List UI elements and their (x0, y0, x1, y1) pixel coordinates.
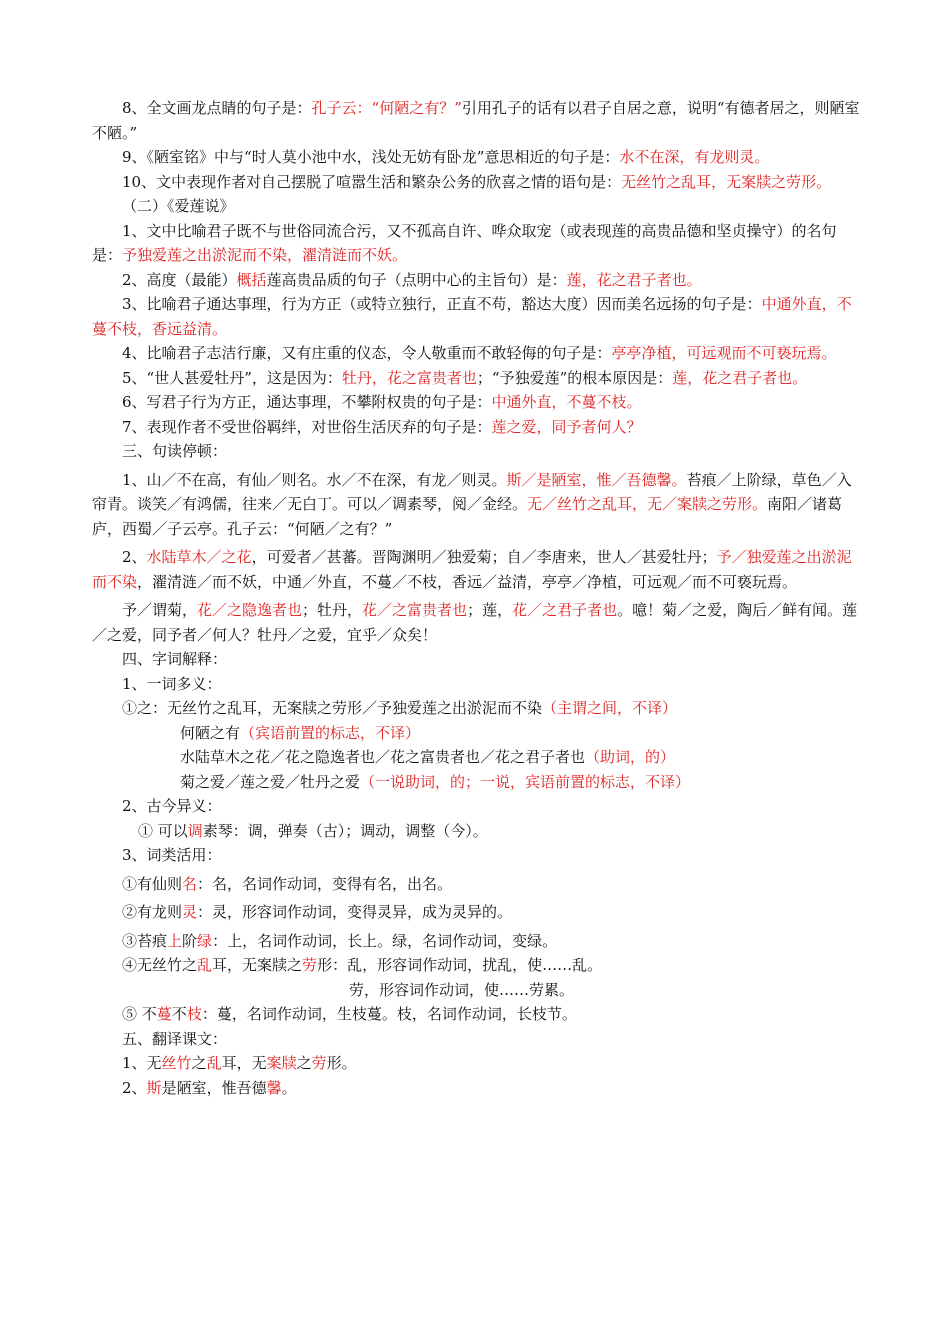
paragraph (92, 545, 862, 594)
paragraph (92, 872, 862, 897)
highlight-text: 绿 (197, 931, 213, 950)
highlight-text: 乱 (197, 956, 213, 974)
paragraph (92, 647, 862, 672)
highlight-text: 牡丹，花之富贵者也 (341, 368, 477, 387)
body-text: 9、《陋室铭》中与“时人莫小池中水，浅处无妨有卧龙”意思相近的句子是： (122, 148, 620, 166)
highlight-text: 调 (187, 821, 203, 840)
highlight-text: 中通外直，不蔓不枝。 (491, 393, 642, 411)
body-text: 阶 (182, 931, 198, 950)
body-text: 2、 (122, 1078, 147, 1097)
paragraph (92, 978, 862, 1003)
body-text: 形：乱，形容词作动词，扰乱，使……乱。 (317, 956, 603, 974)
highlight-text: 馨 (266, 1078, 282, 1097)
body-text: 1、山／不在高，有仙／则名。水／不在深，有龙／则灵。 (122, 470, 507, 489)
highlight-text: 予独爱莲之出淤泥而不染，濯清涟而不妖。 (122, 246, 408, 264)
body-text: ②有龙则 (122, 903, 183, 921)
body-text: ⑤ 不 (122, 1005, 157, 1023)
body-text: ；莲， (467, 601, 513, 619)
paragraph (92, 268, 862, 293)
body-text: 菊之爱／莲之爱／牡丹之爱 (180, 772, 361, 791)
highlight-text: 斯／是陋室，惟／吾德馨。 (506, 470, 687, 489)
body-text: 形。 (326, 1054, 357, 1072)
paragraph (92, 819, 862, 844)
body-text: 何陋之有 (180, 723, 241, 742)
body-text: 是陋室，惟吾德 (161, 1078, 267, 1097)
document-body (92, 96, 862, 1100)
highlight-text: 莲，花之君子者也。 (566, 270, 702, 289)
highlight-text: 莲之爱，同予者何人？ (491, 417, 642, 436)
paragraph (92, 439, 862, 464)
body-text: 三、句读停顿： (122, 442, 228, 460)
body-text: ：名，名词作动词，变得有名，出名。 (197, 874, 453, 893)
highlight-text: 斯 (146, 1078, 162, 1097)
highlight-text: 水不在深，有龙则灵。 (619, 148, 770, 166)
body-text: 予／谓菊， (122, 601, 198, 619)
body-text: ①有仙则 (122, 874, 183, 893)
highlight-text: 蔓 (156, 1005, 172, 1023)
paragraph (92, 366, 862, 391)
highlight-text: 乱 (206, 1054, 222, 1072)
body-text: 6、写君子行为方正，通达事理，不攀附权贵的句子是： (122, 393, 492, 411)
highlight-text: 劳 (311, 1054, 327, 1072)
body-text: 四、字词解释： (122, 650, 228, 668)
body-text: 。 (281, 1078, 297, 1097)
body-text: ① 可以 (138, 821, 188, 840)
paragraph (92, 145, 862, 170)
body-text: ：灵，形容词作动词，变得灵异，成为灵异的。 (197, 903, 513, 921)
highlight-text: 花／之富贵者也 (362, 601, 468, 619)
highlight-text: 丝竹 (161, 1054, 192, 1072)
body-text: 10、文中表现作者对自己摆脱了喧嚣生活和繁杂公务的欣喜之情的语句是： (122, 172, 622, 191)
paragraph (92, 794, 862, 819)
body-text: 2、古今异义： (122, 797, 222, 815)
body-text: ，可爱者／甚蕃。晋陶渊明／独爱菊；自／李唐来，世人／甚爱牡丹； (251, 548, 717, 566)
highlight-text: （助词，的） (585, 748, 676, 766)
body-text: ③苔痕 (122, 931, 168, 950)
highlight-text: 亭亭净植，可远观而不可亵玩焉。 (611, 344, 837, 362)
highlight-text: 孔子云：“何陋之有？” (311, 99, 462, 117)
highlight-text: 案牍 (266, 1054, 297, 1072)
paragraph (92, 96, 862, 145)
body-text: 1、无 (122, 1054, 162, 1072)
highlight-text: 花／之隐逸者也 (197, 601, 303, 619)
body-text: 莲高贵品质的句子（点明中心的主旨句）是： (266, 270, 567, 289)
paragraph (92, 194, 862, 219)
paragraph (92, 1076, 862, 1101)
body-text: 引用孔子的话有以君子自居之意，说明“有德者居之，则陋室不陋。” (92, 99, 860, 142)
body-text: 之 (191, 1054, 207, 1072)
body-text: ①之：无丝竹之乱耳，无案牍之劳形／予独爱莲之出淤泥而不染 (122, 699, 543, 717)
body-text: 劳，形容词作动词，使……劳累。 (349, 980, 575, 999)
paragraph (92, 843, 862, 868)
paragraph (92, 696, 862, 721)
highlight-text: 灵 (182, 903, 198, 921)
paragraph (92, 900, 862, 925)
body-text: 5、“世人甚爱牡丹”，这是因为： (122, 368, 342, 387)
body-text: 水陆草木之花／花之隐逸者也／花之富贵者也／花之君子者也 (180, 748, 586, 766)
body-text: 1、一词多义： (122, 674, 222, 693)
body-text: 五、翻译课文： (122, 1029, 228, 1048)
paragraph (92, 1002, 862, 1027)
body-text: 2、高度（最能） (122, 270, 237, 289)
body-text: ：蔓，名词作动词，生枝蔓。枝，名词作动词，长枝节。 (201, 1005, 577, 1023)
body-text: 2、 (122, 548, 147, 566)
body-text: 耳，无案牍之 (212, 956, 303, 974)
highlight-text: 无丝竹之乱耳，无案牍之劳形。 (621, 172, 832, 191)
body-text: 之 (296, 1054, 312, 1072)
body-text: ；牡丹， (302, 601, 363, 619)
body-text: 素琴：调，弹奏（古）；调动，调整（今）。 (202, 821, 488, 840)
paragraph (92, 770, 862, 795)
body-text: 南阳／诸葛庐，西蜀／子云亭。孔子云：“何陋／之有？” (92, 495, 843, 538)
body-text: 。噫！菊／之爱，陶后／鲜有闻。莲／之爱，同予者／何人？牡丹／之爱，宜乎／众矣！ (92, 601, 858, 644)
paragraph (92, 953, 862, 978)
paragraph (92, 598, 862, 647)
highlight-text: 予／独爱莲之出淤泥而不染 (92, 548, 852, 591)
paragraph (92, 390, 862, 415)
paragraph (92, 745, 862, 770)
highlight-text: （宾语前置的标志，不译） (240, 723, 421, 742)
paragraph (92, 341, 862, 366)
paragraph (92, 468, 862, 542)
body-text: ：上，名词作动词，长上。绿，名词作动词，变绿。 (212, 931, 558, 950)
body-text: 3、词类活用： (122, 846, 222, 864)
paragraph (92, 721, 862, 746)
paragraph (92, 929, 862, 954)
highlight-text: 枝 (186, 1005, 202, 1023)
body-text: 1、文中比喻君子既不与世俗同流合污，又不孤高自许、哗众取宠（或表现莲的高贵品德和坚贞操守）的名句是： (92, 221, 837, 264)
body-text: 苔痕／上阶绿，草色／入帘青。谈笑／有鸿儒，往来／无白丁。可以／调素琴，阅／金经。 (92, 470, 852, 513)
highlight-text: 劳 (302, 956, 318, 974)
highlight-text: （主谓之间，不译） (542, 699, 678, 717)
paragraph (92, 1051, 862, 1076)
highlight-text: 中通外直，不蔓不枝，香远益清。 (92, 295, 852, 338)
body-text: ，濯清涟／而不妖，中通／外直，不蔓／不枝，香远／益清，亭亭／净植，可远观／而不可亵玩焉。 (137, 572, 798, 591)
paragraph (92, 415, 862, 440)
body-text: （二）《爱莲说》 (122, 197, 235, 215)
paragraph (92, 672, 862, 697)
highlight-text: 上 (167, 931, 183, 950)
highlight-text: （一说助词，的；一说，宾语前置的标志，不译） (360, 772, 691, 791)
paragraph (92, 170, 862, 195)
body-text: ④无丝竹之 (122, 956, 198, 974)
highlight-text: 水陆草木／之花 (146, 548, 252, 566)
highlight-text: 名 (182, 874, 198, 893)
body-text: 耳，无 (221, 1054, 267, 1072)
paragraph (92, 219, 862, 268)
highlight-text: 无／丝竹之乱耳，无／案牍之劳形。 (527, 495, 768, 513)
highlight-text: 莲，花之君子者也。 (672, 368, 808, 387)
body-text: 4、比喻君子志洁行廉，又有庄重的仪态，令人敬重而不敢轻侮的句子是： (122, 344, 612, 362)
body-text: ；“予独爱莲”的根本原因是： (476, 368, 673, 387)
highlight-text: 花／之君子者也 (512, 601, 618, 619)
body-text: 不 (171, 1005, 187, 1023)
body-text: 8、全文画龙点睛的句子是： (122, 99, 312, 117)
paragraph (92, 292, 862, 341)
highlight-text: 概括 (236, 270, 267, 289)
body-text: 3、比喻君子通达事理，行为方正（或特立独行，正直不苟，豁达大度）因而美名远扬的句子是： (122, 295, 762, 313)
paragraph (92, 1027, 862, 1052)
body-text: 7、表现作者不受世俗羁绊，对世俗生活厌弃的句子是： (122, 417, 492, 436)
